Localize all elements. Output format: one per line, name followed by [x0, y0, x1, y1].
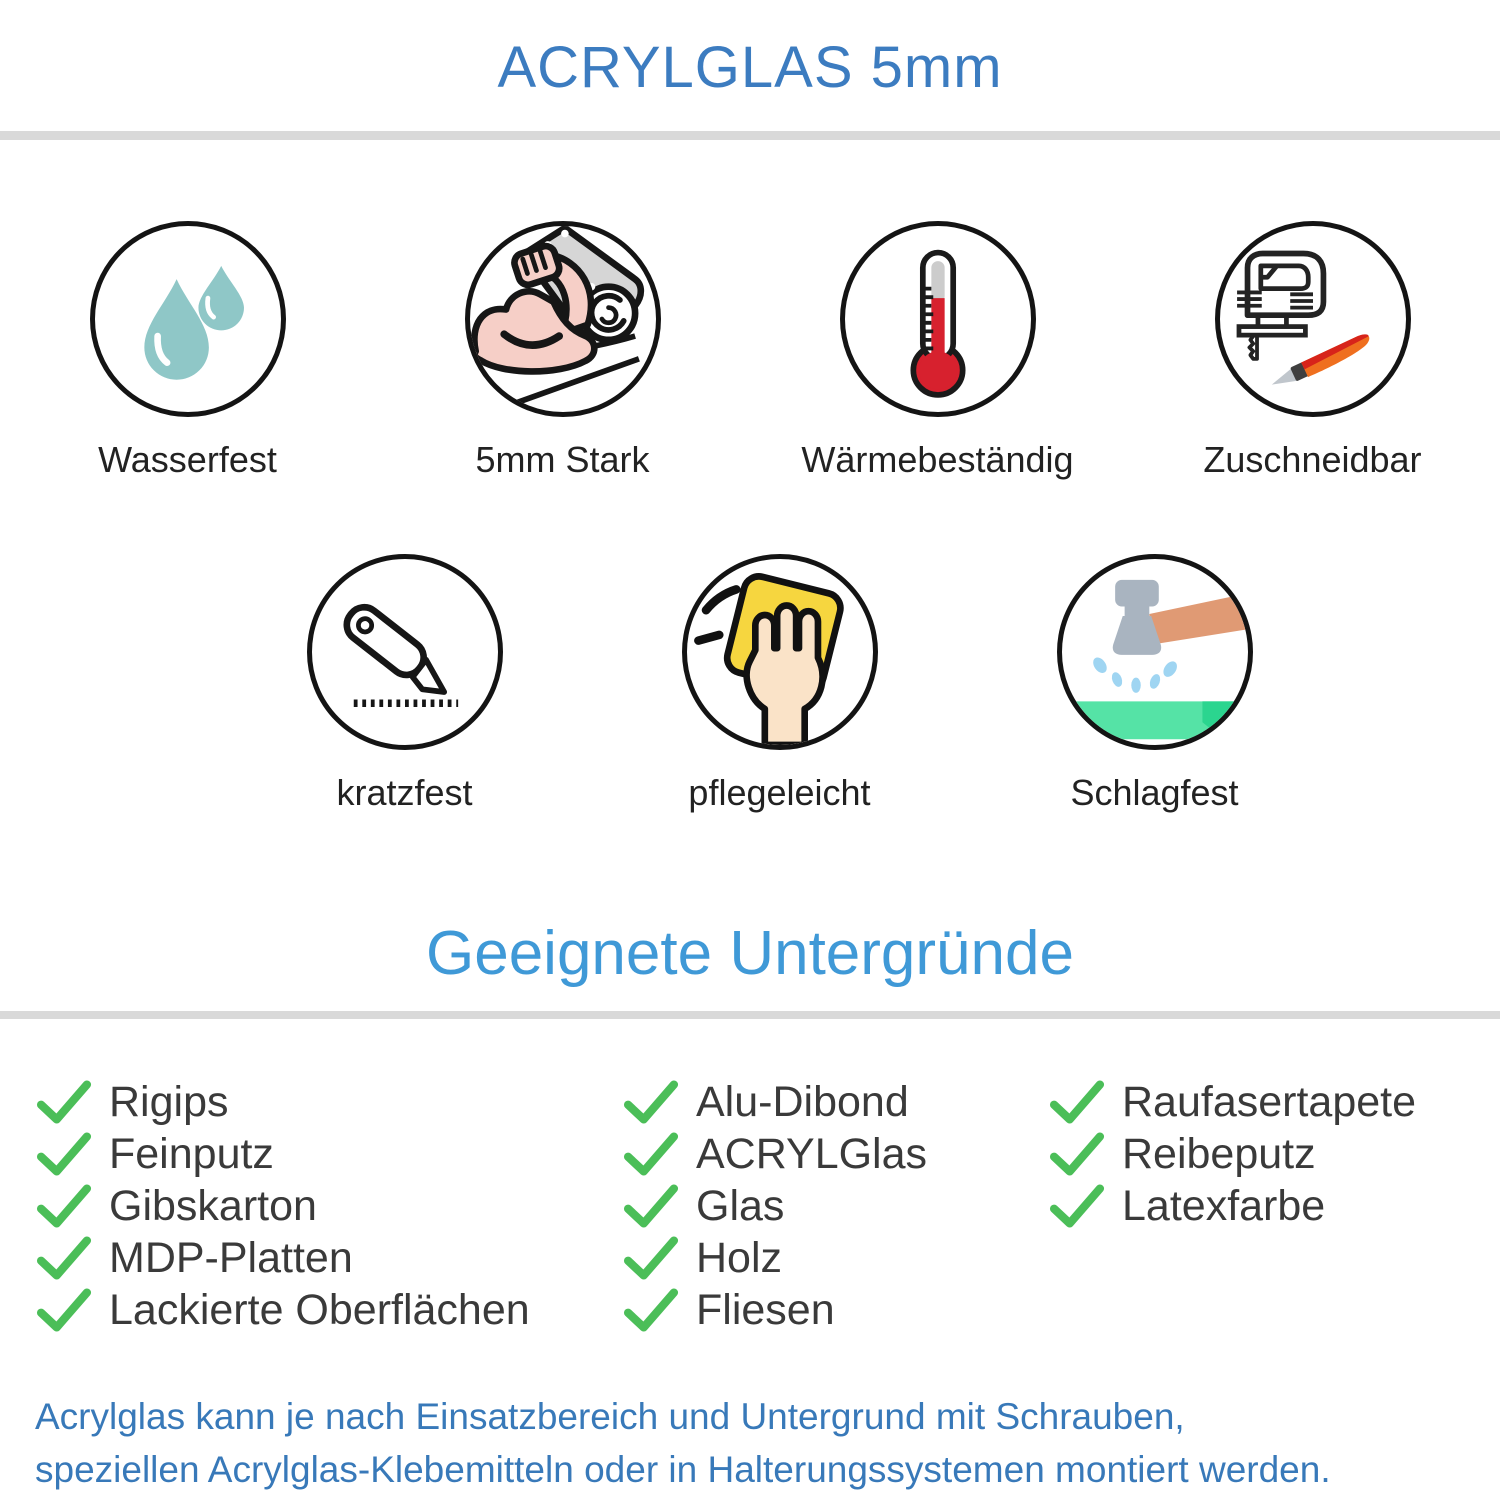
feature-row-2 — [217, 554, 1342, 814]
feature-easy-care — [592, 554, 967, 814]
water-drops-icon — [95, 226, 281, 412]
feature-label: Schlagfest — [1070, 772, 1239, 813]
feature-scratchproof — [217, 554, 592, 814]
check-icon — [622, 1080, 680, 1124]
check-icon — [35, 1184, 93, 1228]
surfaces-column-1 — [35, 1076, 530, 1336]
surface-item — [1048, 1076, 1416, 1128]
check-icon — [1048, 1080, 1106, 1124]
check-icon — [1048, 1184, 1106, 1228]
feature-row-1 — [0, 221, 1500, 481]
surface-label: Latexfarbe — [1122, 1181, 1326, 1230]
flexed-arm-roll-icon — [470, 226, 656, 412]
jigsaw-cutter-icon — [1220, 226, 1406, 412]
feature-label: 5mm Stark — [475, 439, 650, 480]
check-icon — [35, 1132, 93, 1176]
surface-item — [35, 1180, 530, 1232]
check-icon — [35, 1080, 93, 1124]
check-icon — [622, 1184, 680, 1228]
surfaces-column-3 — [1048, 1076, 1416, 1232]
feature-cuttable — [1125, 221, 1500, 481]
surface-label: Alu-Dibond — [696, 1077, 909, 1126]
feature-label: Zuschneidbar — [1203, 439, 1422, 480]
surface-item — [35, 1284, 530, 1336]
surface-label: Feinputz — [109, 1129, 274, 1178]
utility-knife-icon — [312, 559, 498, 745]
surface-label: Reibeputz — [1122, 1129, 1316, 1178]
feature-label: pflegeleicht — [688, 772, 871, 813]
surface-item — [622, 1076, 927, 1128]
check-icon — [622, 1236, 680, 1280]
surface-label: Gibskarton — [109, 1181, 317, 1230]
check-icon — [35, 1236, 93, 1280]
check-icon — [1048, 1132, 1106, 1176]
surface-item — [1048, 1128, 1416, 1180]
surface-label: MDP-Platten — [109, 1233, 353, 1282]
feature-circle — [1057, 554, 1253, 750]
surface-label: Raufasertapete — [1122, 1077, 1417, 1126]
feature-circle — [840, 221, 1036, 417]
feature-waterproof — [0, 221, 375, 481]
footer-line-2: speziellen Acrylglas-Klebemitteln oder in Halterungssystemen montiert werden. — [35, 1449, 1331, 1490]
surfaces-heading: Geeignete Untergründe — [425, 919, 1074, 988]
wiping-hand-icon — [687, 559, 873, 745]
surface-item — [35, 1232, 530, 1284]
surface-item — [622, 1180, 927, 1232]
surface-item — [1048, 1180, 1416, 1232]
footer-note — [35, 1390, 1495, 1496]
footer-line-1: Acrylglas kann je nach Einsatzbereich und Untergrund mit Schrauben, — [35, 1396, 1185, 1437]
surface-label: ACRYLGlas — [696, 1129, 928, 1178]
check-icon — [622, 1288, 680, 1332]
feature-circle — [465, 221, 661, 417]
feature-label: kratzfest — [336, 772, 473, 813]
surfaces-divider-bar — [0, 1011, 1500, 1019]
feature-circle — [90, 221, 286, 417]
feature-circle — [682, 554, 878, 750]
surface-item — [35, 1076, 530, 1128]
surface-item — [622, 1232, 927, 1284]
surface-label: Rigips — [109, 1077, 229, 1126]
surface-label: Lackierte Oberflächen — [109, 1285, 530, 1334]
page-title: ACRYLGLAS 5mm — [497, 35, 1003, 100]
feature-circle — [1215, 221, 1411, 417]
surface-item — [35, 1128, 530, 1180]
thermometer-icon — [845, 226, 1031, 412]
surface-item — [622, 1284, 927, 1336]
top-divider-bar — [0, 131, 1500, 140]
hammer-impact-icon — [1062, 559, 1248, 745]
surfaces-column-2 — [622, 1076, 927, 1336]
feature-heat-resistant — [750, 221, 1125, 481]
feature-5mm-strong — [375, 221, 750, 481]
feature-label: Wasserfest — [98, 439, 277, 480]
feature-circle — [307, 554, 503, 750]
surface-label: Glas — [696, 1181, 785, 1230]
feature-label: Wärmebeständig — [801, 439, 1074, 480]
check-icon — [35, 1288, 93, 1332]
surface-label: Holz — [696, 1233, 783, 1282]
surface-label: Fliesen — [696, 1285, 835, 1334]
surface-item — [622, 1128, 927, 1180]
check-icon — [622, 1132, 680, 1176]
feature-impact-resistant — [967, 554, 1342, 814]
